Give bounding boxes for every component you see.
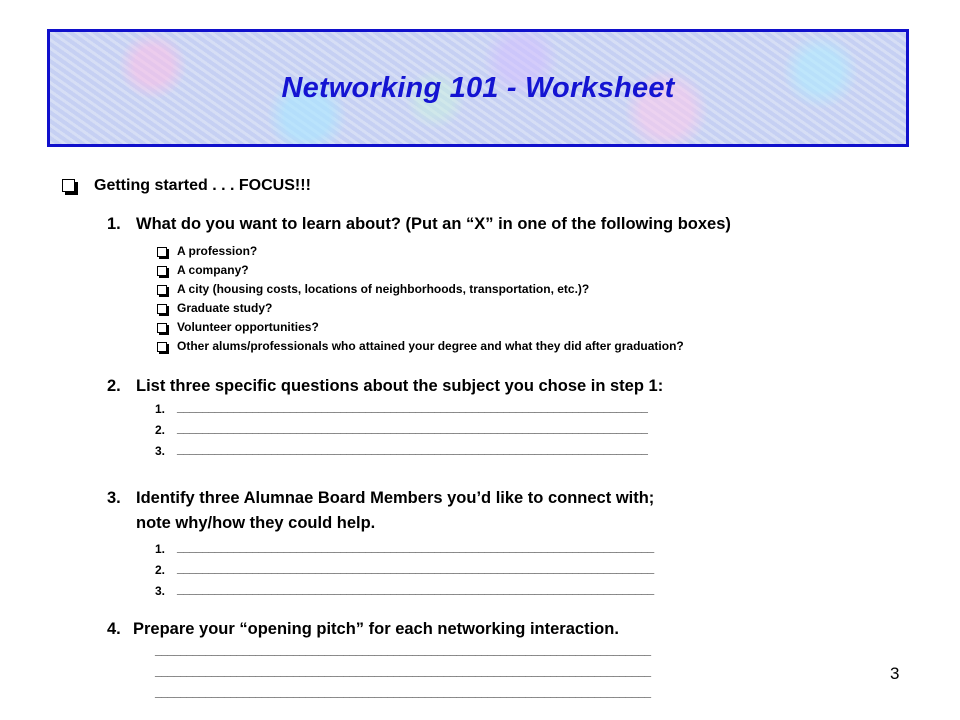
- checkbox-bullet-icon: [62, 179, 75, 192]
- q4-number: 4.: [107, 620, 121, 638]
- checkbox-icon[interactable]: [157, 285, 167, 295]
- answer-line[interactable]: ____________________________________________________________________________: [177, 561, 654, 575]
- q3-item-number: 1.: [155, 542, 166, 556]
- q1-option: Graduate study?: [177, 301, 273, 315]
- q2-item-number: 3.: [155, 444, 166, 458]
- answer-line[interactable]: ____________________________________________________________________________: [177, 540, 654, 554]
- checkbox-icon[interactable]: [157, 247, 167, 257]
- checkbox-icon[interactable]: [157, 304, 167, 314]
- q1-option: Other alums/professionals who attained your degree and what they did after graduation?: [177, 339, 684, 353]
- page-title: Networking 101 - Worksheet: [281, 71, 675, 104]
- title-banner: [47, 29, 909, 147]
- q2-number: 2.: [107, 377, 121, 395]
- answer-line[interactable]: ____________________________________________________________________________: [177, 582, 654, 596]
- q1-option: A city (housing costs, locations of neighborhoods, transportation, etc.)?: [177, 282, 590, 296]
- q2-item-number: 2.: [155, 423, 166, 437]
- answer-line[interactable]: ___________________________________________________________________________: [177, 442, 648, 456]
- q3-number: 3.: [107, 489, 121, 507]
- q4-text: Prepare your “opening pitch” for each networking interaction.: [133, 620, 619, 638]
- answer-line[interactable]: ___________________________________________________________________________: [177, 400, 648, 414]
- answer-line[interactable]: _______________________________________________________________________________: [155, 664, 651, 678]
- q3-text-line2: note why/how they could help.: [136, 514, 376, 532]
- answer-line[interactable]: _______________________________________________________________________________: [155, 685, 651, 699]
- answer-line[interactable]: _______________________________________________________________________________: [155, 643, 651, 657]
- q3-text: Identify three Alumnae Board Members you’d like to connect with;: [136, 489, 655, 507]
- q1-option: A company?: [177, 263, 249, 277]
- q3-item-number: 3.: [155, 584, 166, 598]
- q1-number: 1.: [107, 215, 121, 233]
- q3-item-number: 2.: [155, 563, 166, 577]
- q1-text: What do you want to learn about? (Put an “X” in one of the following boxes): [136, 215, 731, 233]
- section-heading: Getting started . . . FOCUS!!!: [94, 177, 311, 194]
- q2-item-number: 1.: [155, 402, 166, 416]
- page-number: 3: [890, 664, 900, 683]
- q1-option: A profession?: [177, 244, 258, 258]
- q1-option: Volunteer opportunities?: [177, 320, 319, 334]
- checkbox-icon[interactable]: [157, 323, 167, 333]
- q2-text: List three specific questions about the subject you chose in step 1:: [136, 377, 664, 395]
- checkbox-icon[interactable]: [157, 342, 167, 352]
- checkbox-icon[interactable]: [157, 266, 167, 276]
- answer-line[interactable]: ___________________________________________________________________________: [177, 421, 648, 435]
